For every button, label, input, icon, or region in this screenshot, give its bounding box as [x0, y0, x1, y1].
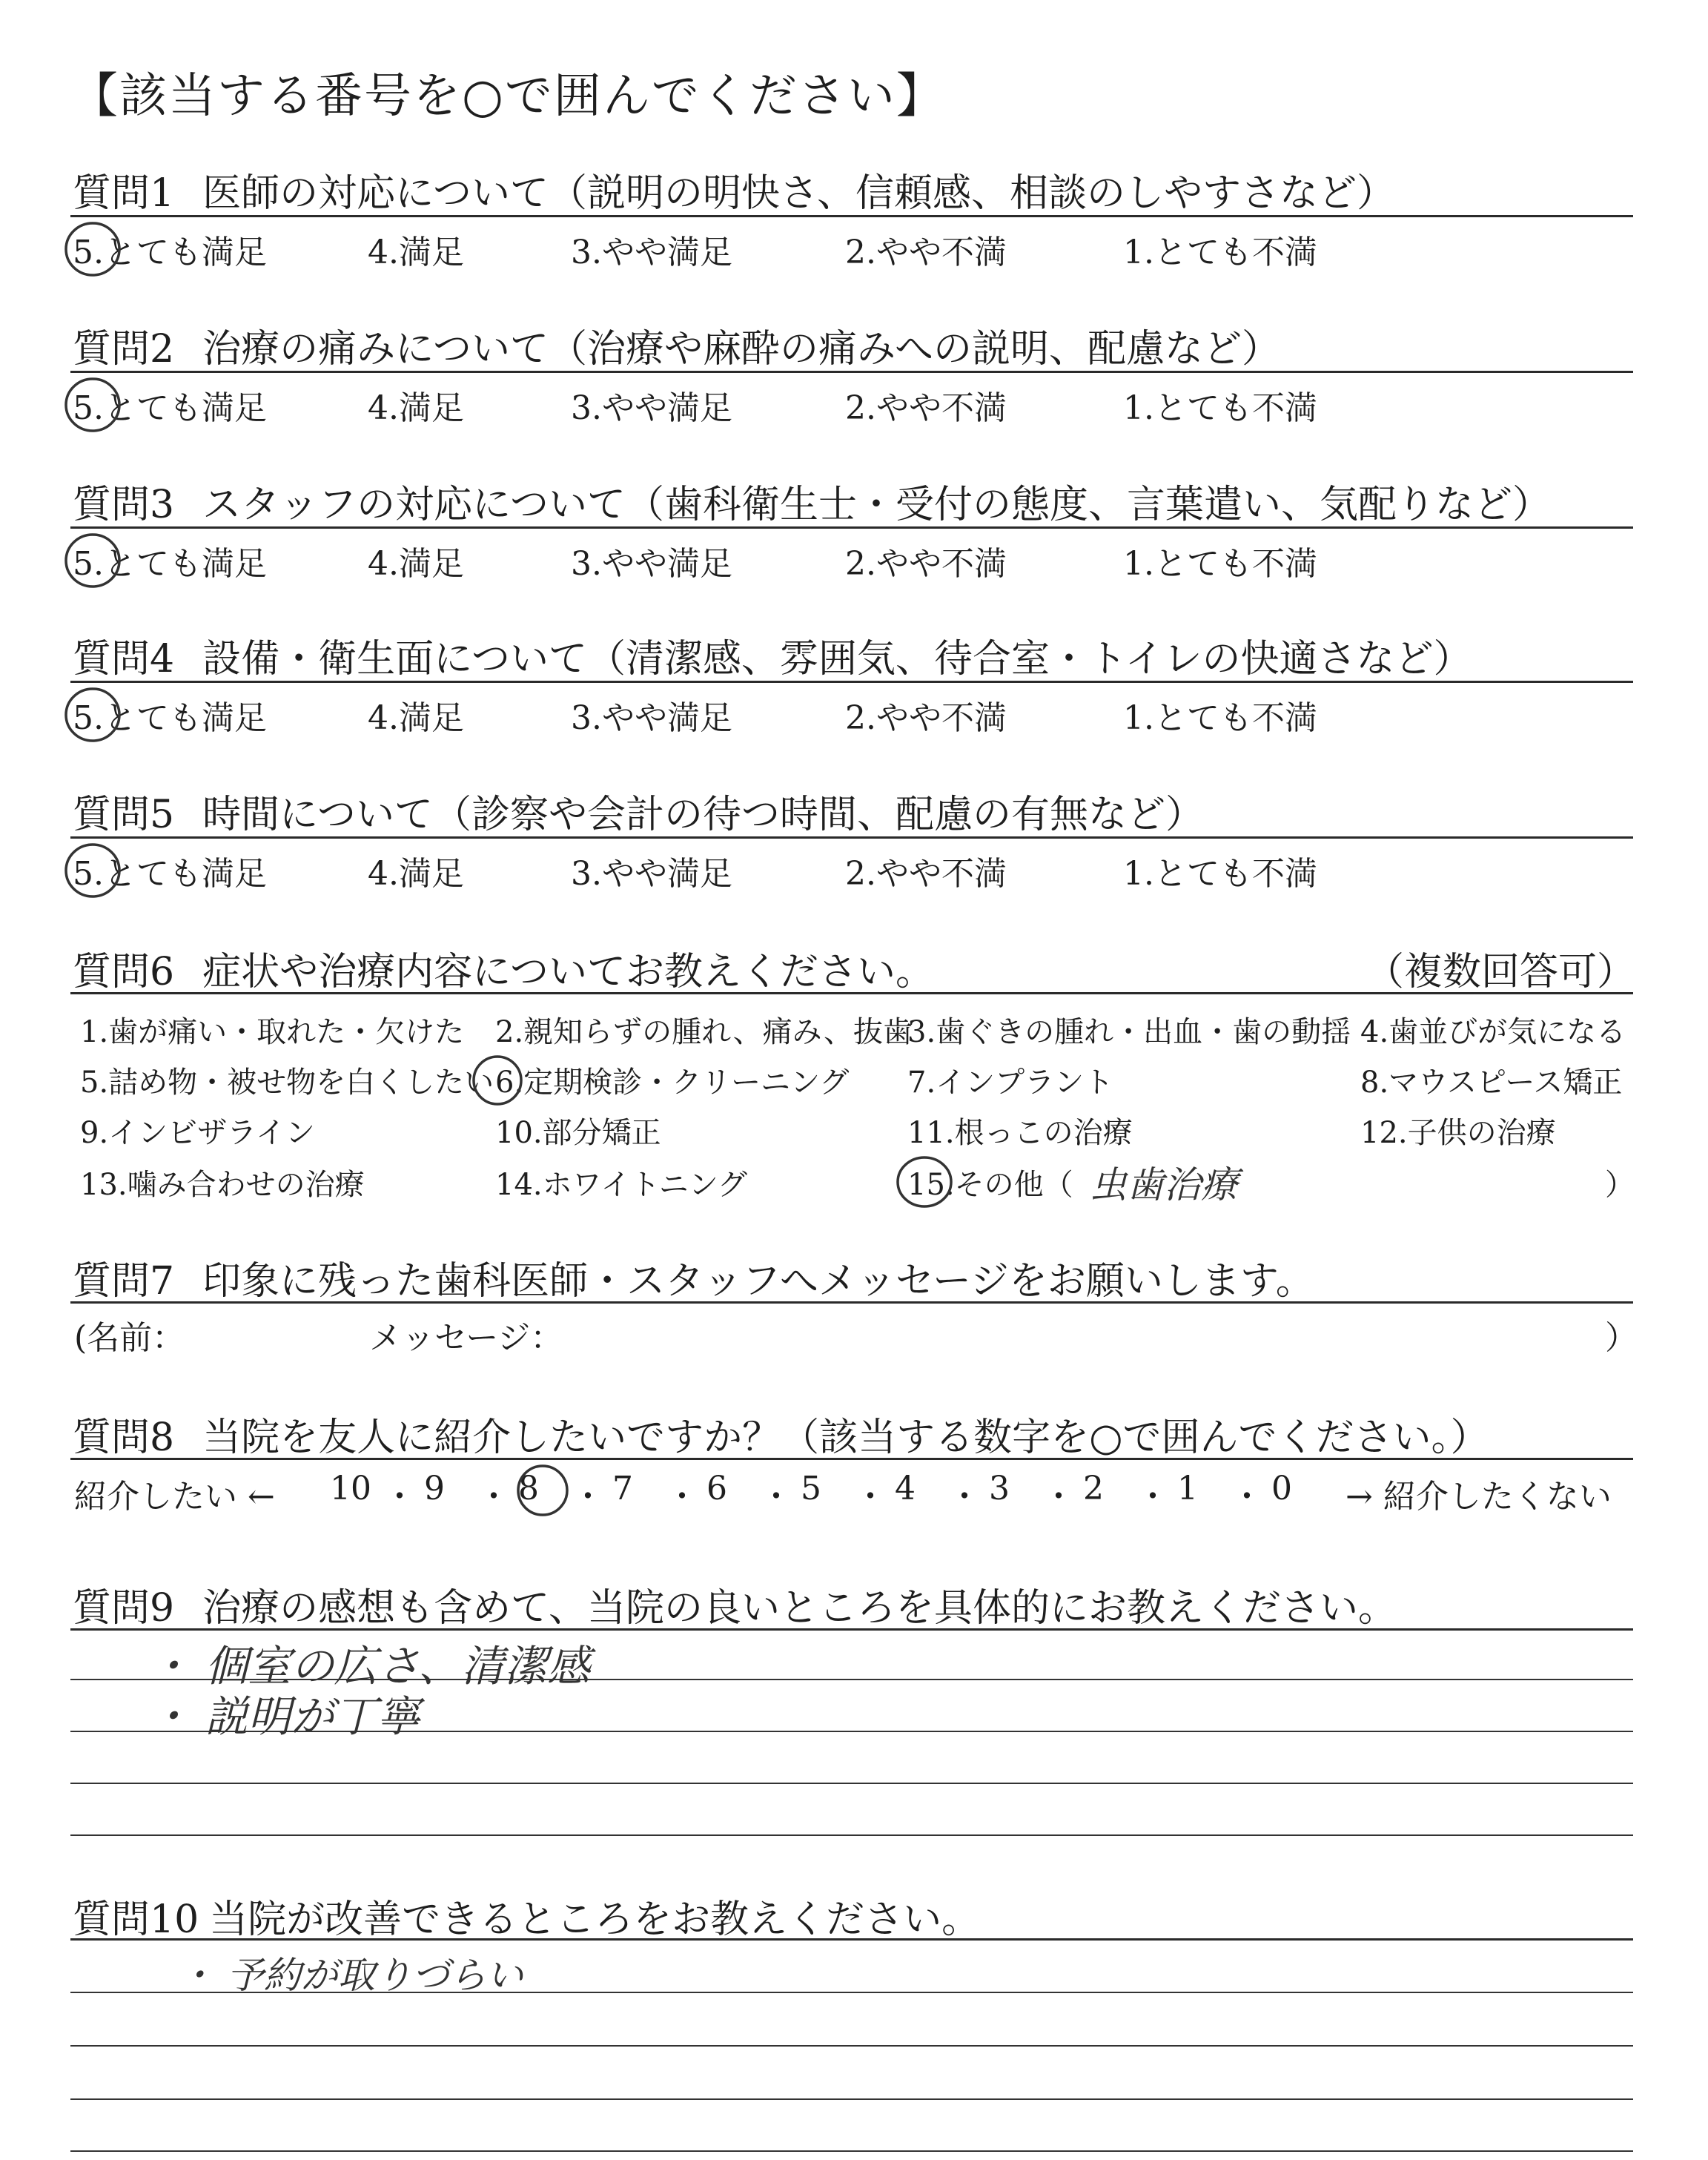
q10-label: 質問10	[73, 1898, 199, 1942]
q6-text: 症状や治療内容についてお教えください。	[202, 950, 935, 994]
q1-selected-circle	[64, 221, 122, 277]
q8-heading	[73, 1406, 1489, 1462]
q6-other-answer[interactable]: 虫歯治療	[1090, 1163, 1238, 1206]
q3-text: スタッフの対応について（歯科衛生士・受付の態度、言葉遣い、気配りなど）	[202, 483, 1552, 527]
q7-rule	[70, 1301, 1633, 1304]
q5-rule	[70, 836, 1633, 839]
q9-rule	[70, 1628, 1633, 1631]
q6-option-6[interactable]: 6.定期検診・クリーニング	[495, 1066, 850, 1100]
q5-option-4[interactable]: 4.満足	[368, 855, 464, 893]
q6-option-12[interactable]: 12.子供の治療	[1360, 1116, 1556, 1150]
q8-scale-separator: ・	[383, 1478, 416, 1516]
q1-option-4[interactable]: 4.満足	[368, 234, 464, 271]
q7-text: 印象に残った歯科医師・スタッフへメッセージをお願いします。	[202, 1259, 1314, 1304]
q2-rule	[70, 371, 1633, 373]
q4-selected-circle	[64, 687, 122, 743]
q8-scale-separator: ・	[948, 1478, 981, 1516]
q8-scale-separator: ・	[854, 1478, 887, 1516]
q9-line-4	[70, 1834, 1633, 1836]
q2-label: 質問2	[73, 327, 175, 371]
q2-option-5[interactable]: 5.とても満足	[73, 389, 267, 427]
q6-option-2[interactable]: 2.親知らずの腫れ、痛み、抜歯	[495, 1015, 913, 1049]
q7-heading	[73, 1249, 1314, 1305]
q5-option-5[interactable]: 5.とても満足	[73, 855, 267, 893]
q6-option-14[interactable]: 14.ホワイトニング	[495, 1168, 748, 1202]
q8-rule	[70, 1458, 1633, 1460]
q8-scale-7[interactable]: 7	[612, 1470, 633, 1507]
q6-option-9[interactable]: 9.インビザライン	[80, 1116, 315, 1150]
q5-label: 質問5	[73, 793, 175, 837]
q9-heading	[73, 1576, 1397, 1632]
q6-option-7[interactable]: 7.インプラント	[907, 1066, 1114, 1100]
q1-option-1[interactable]: 1.とても不満	[1123, 234, 1317, 271]
q10-answer-1[interactable]: ・ 予約が取りづらい	[178, 1954, 523, 1997]
q4-option-1[interactable]: 1.とても不満	[1123, 699, 1317, 737]
q1-heading	[73, 162, 1395, 217]
q6-option-5[interactable]: 5.詰め物・被せ物を白くしたい	[80, 1066, 494, 1100]
q1-rule	[70, 215, 1633, 217]
q8-scale-3[interactable]: 3	[989, 1470, 1010, 1507]
q1-option-5[interactable]: 5.とても満足	[73, 234, 267, 271]
q8-scale-2[interactable]: 2	[1083, 1470, 1104, 1507]
q4-option-4[interactable]: 4.満足	[368, 699, 464, 737]
q7-message-field[interactable]: メッセージ：	[369, 1319, 563, 1357]
q5-option-1[interactable]: 1.とても不満	[1123, 855, 1317, 893]
q8-scale-separator: ・	[477, 1478, 510, 1516]
q3-rule	[70, 526, 1633, 529]
q10-rule	[70, 1938, 1633, 1941]
q4-text: 設備・衛生面について（清潔感、雰囲気、待合室・トイレの快適さなど）	[202, 637, 1472, 681]
q8-scale-5[interactable]: 5	[801, 1470, 821, 1507]
q10-line-3	[70, 2098, 1633, 2100]
q6-option-10[interactable]: 10.部分矯正	[495, 1116, 661, 1150]
q3-option-1[interactable]: 1.とても不満	[1123, 545, 1317, 583]
q6-option-11[interactable]: 11.根っこの治療	[907, 1116, 1133, 1150]
q8-scale-1[interactable]: 1	[1177, 1470, 1198, 1507]
q8-scale-separator: ・	[1231, 1478, 1263, 1516]
q4-label: 質問4	[73, 637, 175, 681]
q3-option-4[interactable]: 4.満足	[368, 545, 464, 583]
q3-option-3[interactable]: 3.やや満足	[571, 545, 732, 583]
q1-option-2[interactable]: 2.やや不満	[845, 234, 1007, 271]
q4-option-3[interactable]: 3.やや満足	[571, 699, 732, 737]
page-title: 【該当する番号を○で囲んでください】	[70, 69, 945, 124]
q2-option-3[interactable]: 3.やや満足	[571, 389, 732, 427]
q9-label: 質問9	[73, 1586, 175, 1631]
q8-scale-separator: ・	[1136, 1478, 1169, 1516]
q3-heading	[73, 473, 1551, 529]
q8-scale-separator: ・	[1042, 1478, 1075, 1516]
q4-heading	[73, 627, 1472, 683]
q3-label: 質問3	[73, 483, 175, 527]
q5-selected-circle	[64, 842, 122, 899]
q6-rule	[70, 992, 1633, 994]
q6-note: （複数回答可）	[1366, 950, 1636, 994]
q6-option-4[interactable]: 4.歯並びが気になる	[1360, 1015, 1626, 1049]
q6-option-3[interactable]: 3.歯ぐきの腫れ・出血・歯の動揺	[907, 1015, 1351, 1049]
q6-option-13[interactable]: 13.噛み合わせの治療	[80, 1168, 365, 1202]
q8-scale-separator: ・	[760, 1478, 792, 1516]
q3-selected-circle	[64, 532, 122, 589]
q10-heading	[73, 1888, 980, 1943]
q8-scale-6[interactable]: 6	[706, 1470, 727, 1507]
q8-right-label: → 紹介したくない	[1345, 1478, 1612, 1516]
q2-option-2[interactable]: 2.やや不満	[845, 389, 1007, 427]
q6-selected-circle-15	[896, 1155, 953, 1209]
q9-answer-2[interactable]: ・ 説明が丁寧	[148, 1691, 420, 1742]
q2-option-4[interactable]: 4.満足	[368, 389, 464, 427]
q6-other-close: ）	[1605, 1168, 1635, 1202]
q8-selected-circle	[516, 1464, 569, 1517]
q8-scale-8[interactable]: 8	[518, 1470, 539, 1507]
q8-scale-separator: ・	[572, 1478, 604, 1516]
q9-answer-1[interactable]: ・ 個室の広さ、清潔感	[148, 1641, 591, 1691]
q7-close: ）	[1605, 1319, 1638, 1357]
q10-line-4	[70, 2150, 1633, 2152]
q10-text: 当院が改善できるところをお教えください。	[209, 1898, 981, 1942]
q10-line-2	[70, 2045, 1633, 2047]
q4-rule	[70, 681, 1633, 683]
q2-heading	[73, 317, 1280, 373]
q1-text: 医師の対応について（説明の明快さ、信頼感、相談のしやすさなど）	[202, 171, 1395, 216]
q8-text: 当院を友人に紹介したいですか？（該当する数字を○で囲んでください。）	[202, 1416, 1489, 1460]
q6-option-8[interactable]: 8.マウスピース矯正	[1360, 1066, 1623, 1100]
q4-option-2[interactable]: 2.やや不満	[845, 699, 1007, 737]
q5-option-3[interactable]: 3.やや満足	[571, 855, 732, 893]
q8-scale-9[interactable]: 9	[424, 1470, 445, 1507]
q9-text: 治療の感想も含めて、当院の良いところを具体的にお教えください。	[202, 1586, 1397, 1631]
q2-text: 治療の痛みについて（治療や麻酔の痛みへの説明、配慮など）	[202, 327, 1281, 371]
q5-heading	[73, 783, 1204, 839]
q7-label: 質問7	[73, 1259, 175, 1304]
q1-label: 質問1	[73, 171, 175, 216]
q8-label: 質問8	[73, 1416, 175, 1460]
q8-scale-10[interactable]: 10	[330, 1470, 371, 1507]
q8-left-label: 紹介したい ←	[74, 1478, 275, 1516]
q3-option-2[interactable]: 2.やや不満	[845, 545, 1007, 583]
q5-option-2[interactable]: 2.やや不満	[845, 855, 1007, 893]
q3-option-5[interactable]: 5.とても満足	[73, 545, 267, 583]
q2-option-1[interactable]: 1.とても不満	[1123, 389, 1317, 427]
q6-option-15[interactable]: 15.その他（	[907, 1168, 1073, 1202]
q6-heading	[73, 940, 934, 996]
q8-scale-0[interactable]: 0	[1271, 1470, 1292, 1507]
q8-scale-separator: ・	[666, 1478, 698, 1516]
q6-label: 質問6	[73, 950, 175, 994]
q7-name-field[interactable]: (名前：	[74, 1319, 185, 1357]
q8-scale-4[interactable]: 4	[895, 1470, 916, 1507]
q6-option-1[interactable]: 1.歯が痛い・取れた・欠けた	[80, 1015, 465, 1049]
q1-option-3[interactable]: 3.やや満足	[571, 234, 732, 271]
q4-option-5[interactable]: 5.とても満足	[73, 699, 267, 737]
q9-line-3	[70, 1783, 1633, 1784]
q2-selected-circle	[64, 377, 122, 433]
q5-text: 時間について（診察や会計の待つ時間、配慮の有無など）	[202, 793, 1205, 837]
q6-selected-circle-6	[471, 1054, 523, 1106]
